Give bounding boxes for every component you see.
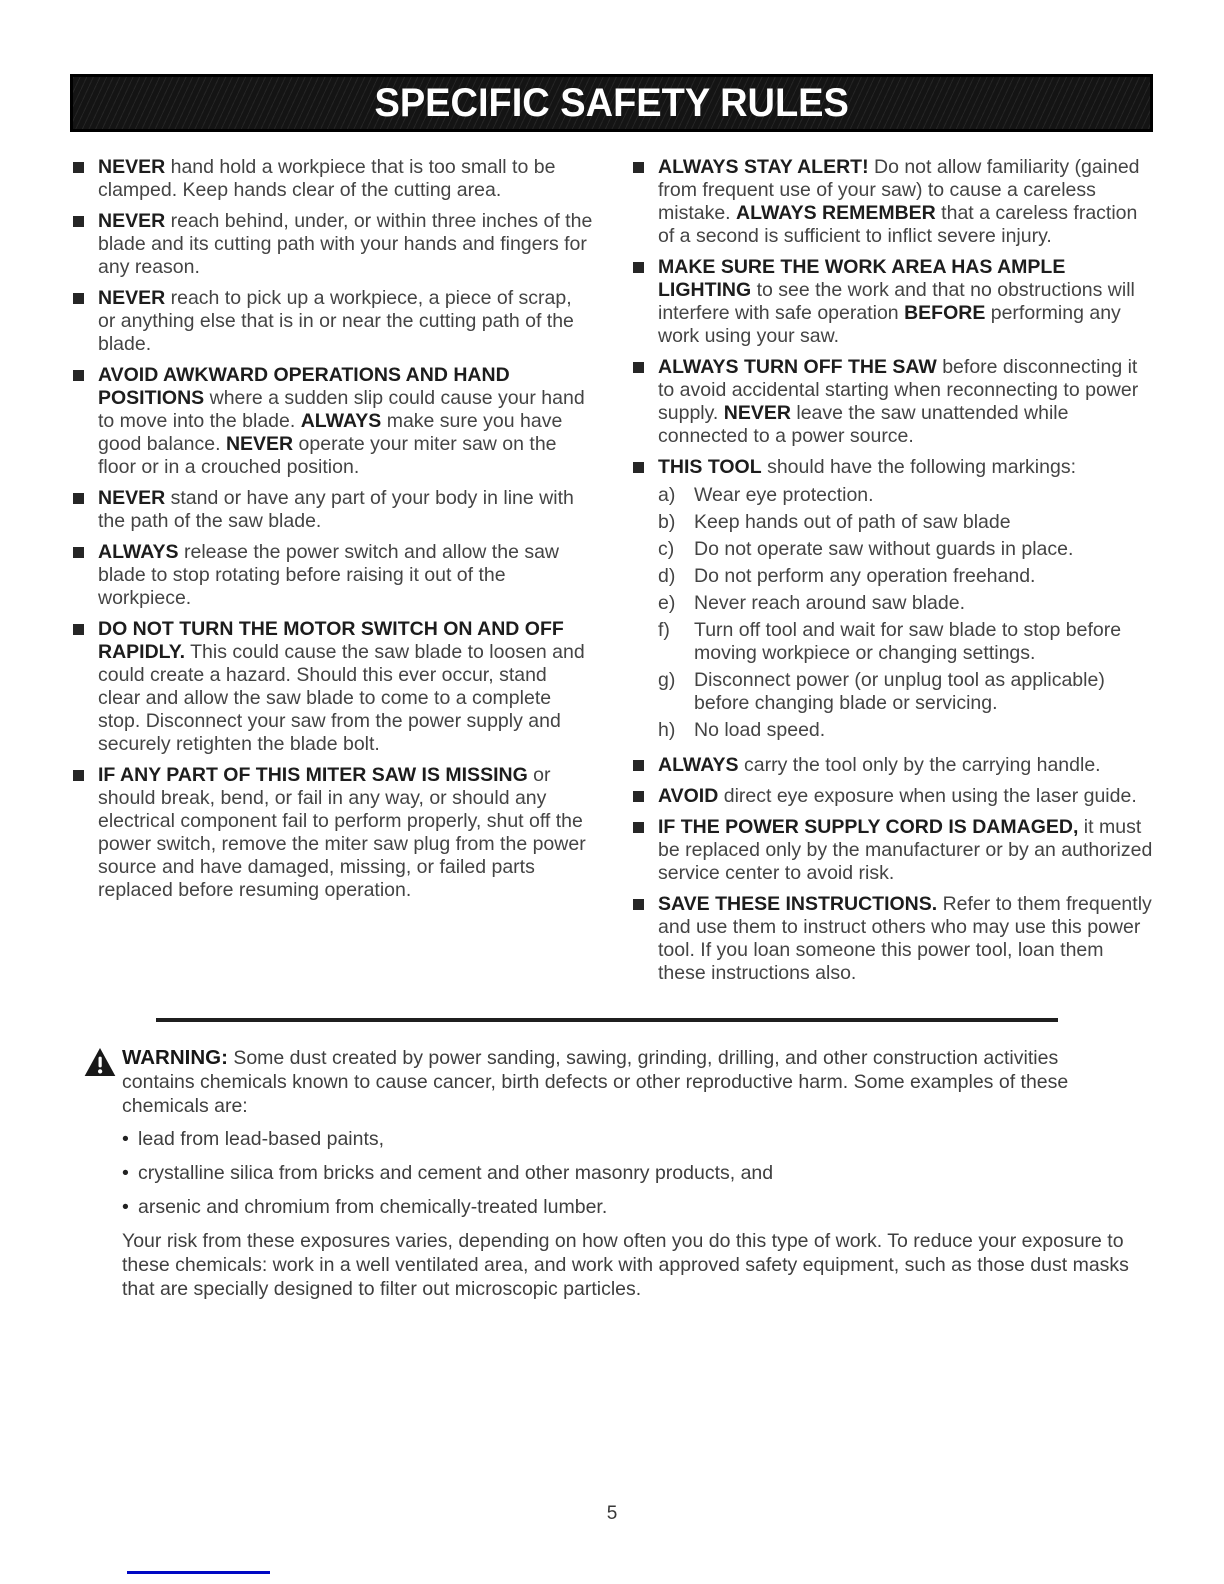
rule-paragraph bbox=[658, 754, 1153, 777]
safety-rule-item bbox=[73, 156, 593, 202]
rule-paragraph bbox=[98, 487, 593, 533]
warning-text: Some dust created by power sanding, sawing, grinding, drilling, and other construction activities contains chemicals known to cause cancer, birth defects or other reproductive harm. Some examples of these chemicals are: bbox=[122, 1047, 1069, 1117]
rule-text: make sure you have good balance. bbox=[98, 410, 563, 455]
safety-rule-item bbox=[633, 256, 1153, 348]
rule-keyword: IF ANY PART OF THIS MITER SAW IS MISSING bbox=[98, 764, 528, 786]
warning-bullet-list bbox=[122, 1127, 1130, 1219]
rule-keyword: ALWAYS bbox=[300, 410, 382, 432]
warning-bullet-item bbox=[122, 1195, 1130, 1219]
rule-keyword: THIS TOOL bbox=[658, 456, 762, 478]
warning-bullet-text: lead from lead-based paints, bbox=[138, 1128, 385, 1150]
rule-text: it must be replaced only by the manufacturer or by an authorized service center to avoid risk. bbox=[658, 816, 1153, 884]
rule-keyword: ALWAYS STAY ALERT! bbox=[658, 156, 869, 178]
section-divider-line bbox=[156, 1018, 1058, 1022]
rule-keyword: BEFORE bbox=[904, 302, 986, 324]
rule-keyword: NEVER bbox=[225, 433, 294, 455]
rule-text: before disconnecting it to avoid accidental starting when reconnecting to power supply. bbox=[658, 356, 1139, 424]
warning-paragraph bbox=[122, 1046, 1130, 1118]
marking-item bbox=[658, 669, 1153, 715]
bullet-square-icon bbox=[73, 216, 84, 227]
rule-keyword: ALWAYS TURN OFF THE SAW bbox=[658, 356, 937, 378]
marking-text: Turn off tool and wait for saw blade to stop before moving workpiece or changing settings. bbox=[694, 619, 1122, 664]
safety-rule-item bbox=[73, 364, 593, 479]
rule-keyword: IF THE POWER SUPPLY CORD IS DAMAGED, bbox=[658, 816, 1079, 838]
rule-text: release the power switch and allow the saw blade to stop rotating before raising it out of the workpiece. bbox=[98, 541, 560, 609]
marking-text: No load speed. bbox=[694, 719, 826, 741]
bullet-square-icon bbox=[73, 493, 84, 504]
marking-item bbox=[658, 565, 1153, 588]
rule-text: where a sudden slip could cause your hand to move into the blade. bbox=[98, 387, 585, 432]
bullet-dot-icon: • bbox=[122, 1162, 129, 1184]
rule-text: or should break, bend, or fail in any way, or should any electrical component fail to perform properly, shut off the power switch, remove the miter saw plug from the power source and have damaged, missing, or failed parts replaced before resuming operation. bbox=[98, 764, 586, 901]
bullet-square-icon bbox=[633, 462, 644, 473]
rule-text: that a careless fraction of a second is sufficient to inflict severe injury. bbox=[658, 202, 1138, 247]
bullet-square-icon bbox=[73, 370, 84, 381]
marking-item bbox=[658, 719, 1153, 742]
rule-paragraph bbox=[98, 210, 593, 279]
bullet-square-icon bbox=[73, 293, 84, 304]
rule-text: carry the tool only by the carrying handle. bbox=[738, 754, 1101, 776]
safety-rule-item bbox=[73, 210, 593, 279]
marking-letter: h) bbox=[658, 719, 676, 741]
rule-text: Do not allow familiarity (gained from frequent use of your saw) to cause a careless mistake. bbox=[658, 156, 1140, 224]
rule-text: reach behind, under, or within three inches of the blade and its cutting path with your hands and fingers for any reason. bbox=[98, 210, 593, 278]
rule-keyword: AVOID bbox=[658, 785, 719, 807]
right-column bbox=[633, 156, 1153, 993]
rule-paragraph bbox=[658, 356, 1153, 448]
page-number: 5 bbox=[606, 1503, 618, 1524]
warning-triangle-icon bbox=[84, 1047, 116, 1077]
rule-keyword: NEVER bbox=[98, 487, 166, 509]
rule-keyword: ALWAYS REMEMBER bbox=[736, 202, 936, 224]
marking-letter: d) bbox=[658, 565, 676, 587]
rule-paragraph bbox=[658, 256, 1153, 348]
rule-paragraph bbox=[658, 893, 1153, 985]
marking-item bbox=[658, 619, 1153, 665]
bullet-square-icon bbox=[633, 899, 644, 910]
bullet-square-icon bbox=[73, 770, 84, 781]
marking-letter: a) bbox=[658, 484, 676, 506]
marking-letter: c) bbox=[658, 538, 675, 560]
safety-rule-item bbox=[633, 785, 1153, 808]
rule-text: to see the work and that no obstructions will interfere with safe operation bbox=[658, 279, 1135, 324]
rule-paragraph bbox=[658, 785, 1153, 808]
marking-letter: b) bbox=[658, 511, 676, 533]
rule-text: direct eye exposure when using the laser guide. bbox=[718, 785, 1137, 807]
tool-markings-list bbox=[658, 484, 1153, 742]
bullet-dot-icon: • bbox=[122, 1128, 129, 1150]
rule-paragraph bbox=[658, 456, 1153, 746]
rule-text: should have the following markings: bbox=[761, 456, 1076, 478]
rule-text: operate your miter saw on the floor or in a crouched position. bbox=[98, 433, 557, 478]
marking-text: Never reach around saw blade. bbox=[694, 592, 965, 614]
rule-keyword: NEVER bbox=[98, 210, 166, 232]
rule-keyword: ALWAYS bbox=[98, 541, 179, 563]
marking-item bbox=[658, 511, 1153, 534]
safety-rule-item bbox=[633, 816, 1153, 885]
rule-keyword: NEVER bbox=[98, 287, 166, 309]
bullet-square-icon bbox=[633, 362, 644, 373]
rule-paragraph bbox=[98, 541, 593, 610]
rule-text: stand or have any part of your body in line with the path of the saw blade. bbox=[98, 487, 574, 532]
warning-closing-paragraph: Your risk from these exposures varies, depending on how often you do this type of work. To reduce your exposure to these chemicals: work in a well ventilated area, and work with approved safety equipment, such as those dust masks that are specially designed to filter out microscopic particles. bbox=[122, 1230, 1129, 1300]
warning-label: WARNING: bbox=[122, 1046, 228, 1069]
footer-blue-line bbox=[127, 1571, 270, 1574]
rule-keyword: NEVER bbox=[98, 156, 166, 178]
bullet-square-icon bbox=[73, 547, 84, 558]
marking-text: Do not operate saw without guards in place. bbox=[694, 538, 1074, 560]
rule-text: hand hold a workpiece that is too small to be clamped. Keep hands clear of the cutting area. bbox=[98, 156, 556, 201]
rule-keyword: NEVER bbox=[723, 402, 791, 424]
rule-keyword: MAKE SURE THE WORK AREA HAS AMPLE LIGHTING bbox=[658, 256, 1066, 301]
left-column bbox=[73, 156, 593, 993]
marking-letter: e) bbox=[658, 592, 676, 614]
rule-text: performing any work using your saw. bbox=[658, 302, 1121, 347]
rule-paragraph bbox=[658, 156, 1153, 248]
marking-letter: f) bbox=[658, 619, 670, 641]
marking-text: Disconnect power (or unplug tool as applicable) before changing blade or servicing. bbox=[694, 669, 1105, 714]
safety-rule-item bbox=[633, 356, 1153, 448]
section-title: SPECIFIC SAFETY RULES bbox=[374, 80, 849, 125]
rule-paragraph bbox=[658, 816, 1153, 885]
warning-bullet-item bbox=[122, 1127, 1130, 1151]
marking-letter: g) bbox=[658, 669, 676, 691]
bullet-square-icon bbox=[73, 624, 84, 635]
rule-paragraph bbox=[98, 156, 593, 202]
warning-bullet-text: arsenic and chromium from chemically-treated lumber. bbox=[138, 1196, 608, 1218]
rule-keyword: ALWAYS bbox=[658, 754, 739, 776]
safety-rule-item bbox=[633, 754, 1153, 777]
rule-paragraph bbox=[98, 364, 593, 479]
rule-keyword: SAVE THESE INSTRUCTIONS. bbox=[658, 893, 938, 915]
bullet-square-icon bbox=[73, 162, 84, 173]
safety-rule-item bbox=[73, 487, 593, 533]
rule-paragraph bbox=[98, 287, 593, 356]
bullet-square-icon bbox=[633, 822, 644, 833]
safety-rule-item bbox=[73, 541, 593, 610]
safety-rules-columns bbox=[73, 156, 1153, 993]
marking-item bbox=[658, 538, 1153, 561]
rule-keyword: AVOID AWKWARD OPERATIONS AND HAND POSITIONS bbox=[98, 364, 510, 409]
warning-section bbox=[122, 1046, 1130, 1301]
bullet-square-icon bbox=[633, 760, 644, 771]
rule-keyword: DO NOT TURN THE MOTOR SWITCH ON AND OFF RAPIDLY. bbox=[98, 618, 564, 663]
marking-item bbox=[658, 484, 1153, 507]
bullet-dot-icon: • bbox=[122, 1196, 129, 1218]
marking-item bbox=[658, 592, 1153, 615]
marking-text: Wear eye protection. bbox=[694, 484, 874, 506]
safety-rule-item bbox=[633, 456, 1153, 746]
warning-bullet-text: crystalline silica from bricks and cement and other masonry products, and bbox=[138, 1162, 774, 1184]
marking-text: Do not perform any operation freehand. bbox=[694, 565, 1036, 587]
safety-rule-item bbox=[633, 893, 1153, 985]
bullet-square-icon bbox=[633, 262, 644, 273]
safety-rule-item bbox=[73, 618, 593, 756]
rule-text: leave the saw unattended while connected to a power source. bbox=[658, 402, 1069, 447]
safety-rule-item bbox=[73, 287, 593, 356]
rule-text: Refer to them frequently and use them to instruct others who may use this power tool. If you loan someone this power tool, loan them these instructions also. bbox=[658, 893, 1152, 984]
bullet-square-icon bbox=[633, 162, 644, 173]
rule-paragraph bbox=[98, 618, 593, 756]
bullet-square-icon bbox=[633, 791, 644, 802]
warning-bullet-item bbox=[122, 1161, 1130, 1185]
safety-rule-item bbox=[633, 156, 1153, 248]
marking-text: Keep hands out of path of saw blade bbox=[694, 511, 1011, 533]
rule-paragraph bbox=[98, 764, 593, 902]
rule-text: This could cause the saw blade to loosen and could create a hazard. Should this ever occur, stand clear and allow the saw blade to come to a complete stop. Disconnect your saw from the power supply and securely retighten the blade bolt. bbox=[98, 641, 585, 755]
section-header-banner bbox=[70, 74, 1153, 132]
rule-text: reach to pick up a workpiece, a piece of scrap, or anything else that is in or near the cutting path of the blade. bbox=[98, 287, 574, 355]
safety-rule-item bbox=[73, 764, 593, 902]
